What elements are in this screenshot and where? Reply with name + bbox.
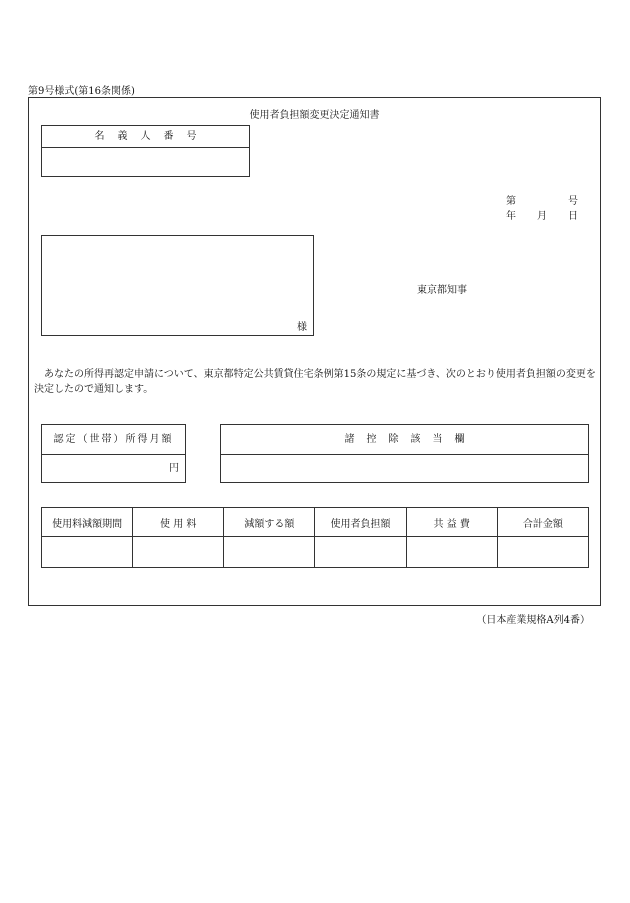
deduction-box (220, 424, 589, 483)
addressee-honorific: 様 (297, 322, 307, 333)
fee-table-row (42, 537, 589, 568)
fee-table-header-row (42, 508, 589, 537)
col-user-burden: 使用者負担額 (315, 508, 406, 537)
paper-size-note: （日本産業規格A列4番） (476, 615, 590, 626)
col-common-fee: 共 益 費 (406, 508, 497, 537)
day-label: 日 (568, 211, 578, 222)
month-label: 月 (537, 211, 547, 222)
cell-user-burden[interactable] (315, 537, 406, 568)
deduction-field[interactable] (221, 455, 588, 483)
nominee-number-box (41, 125, 250, 177)
col-total: 合計金額 (497, 508, 588, 537)
nominee-number-header: 名義人番号 (42, 126, 249, 148)
year-label: 年 (506, 211, 516, 222)
form-number: 第9号様式(第16条関係) (28, 86, 135, 97)
addressee-box[interactable] (41, 235, 314, 336)
income-field[interactable] (42, 455, 185, 483)
issuer-name: 東京都知事 (417, 285, 467, 296)
col-reduction-amount: 減額する額 (224, 508, 315, 537)
document-number-block (506, 194, 578, 224)
income-box (41, 424, 186, 483)
yen-unit: 円 (169, 463, 179, 474)
document-title: 使用者負担額変更決定通知書 (249, 110, 380, 121)
col-usage-fee: 使 用 料 (133, 508, 224, 537)
nominee-number-field[interactable] (42, 148, 249, 178)
notice-body: あなたの所得再認定申請について、東京都特定公共賃貸住宅条例第15条の規定に基づき、次のとおり使用者負担額の変更を決定したので通知します。 (34, 369, 596, 395)
cell-reduction-period[interactable] (42, 537, 133, 568)
cell-total[interactable] (497, 537, 588, 568)
cell-reduction-amount[interactable] (224, 537, 315, 568)
deduction-header: 諸控除該当欄 (221, 425, 588, 455)
cell-usage-fee[interactable] (133, 537, 224, 568)
col-reduction-period: 使用料減額期間 (42, 508, 133, 537)
cell-common-fee[interactable] (406, 537, 497, 568)
fee-table (41, 507, 589, 568)
number-prefix: 第 (506, 196, 516, 207)
number-suffix: 号 (568, 196, 578, 207)
income-header: 認定（世帯）所得月額 (42, 425, 185, 455)
